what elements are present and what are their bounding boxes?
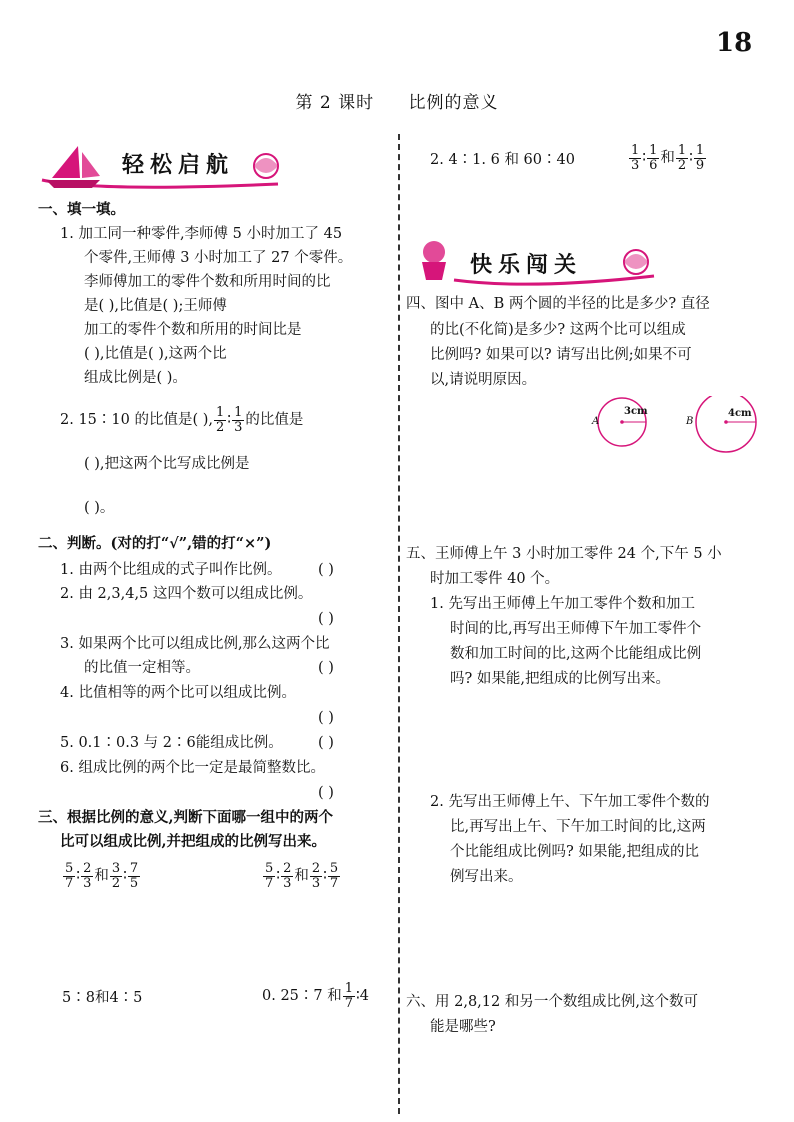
ratio-pair-2: $\frac{5}{7}$ ∶ $\frac{2}{3}$ 和 $\frac{2}{3}$ ∶ $\frac{5}{7}$	[265, 860, 339, 891]
answer-bracket: ( )	[318, 710, 334, 726]
s5-q2-line-4: 例写出来。	[450, 869, 523, 885]
fraction: $\frac{1}{3}$	[234, 404, 243, 435]
judge-item-2: 2. 由 2,3,4,5 这四个数可以组成比例。	[60, 586, 313, 602]
judge-item-5: 5. 0.1∶0.3 与 2∶6能组成比例。	[60, 735, 283, 751]
section6-line-1: 六、用 2,8,12 和另一个数组成比例,这个数可	[406, 994, 698, 1010]
q2-text-b: 的比值是	[245, 412, 304, 428]
judge-item-4: 4. 比值相等的两个比可以组成比例。	[60, 685, 296, 701]
banner-title-right: 快乐闯关	[470, 253, 583, 278]
q2-text-a: 2. 15∶10 的比值是( ),	[60, 412, 213, 428]
q1-line-1: 1. 加工同一种零件,李师傅 5 小时加工了 45	[60, 226, 343, 242]
page-number: 18	[716, 28, 753, 58]
s5-q2-line-3: 个比能组成比例吗? 如果能,把组成的比	[450, 844, 699, 860]
judge-item-3: 3. 如果两个比可以组成比例,那么这两个比	[60, 636, 330, 652]
lesson-title	[0, 88, 794, 113]
section1-heading: 一、填一填。	[38, 201, 125, 218]
answer-bracket: ( )	[318, 562, 334, 578]
s5-q2-line-1: 2. 先写出王师傅上午、下午加工零件个数的	[430, 794, 710, 810]
s5-q2-line-2: 比,再写出上午、下午加工时间的比,这两	[450, 819, 706, 835]
judge-item-1: 1. 由两个比组成的式子叫作比例。	[60, 562, 282, 578]
s5-q1-line-3: 数和加工时间的比,这两个比能组成比例	[450, 646, 702, 662]
banner-happy-pass	[410, 236, 660, 288]
section5-line-1: 五、王师傅上午 3 小时加工零件 24 个,下午 5 小	[406, 546, 722, 562]
circle-a-radius: 3cm	[624, 406, 648, 417]
ratio-pair-5: 2. 4∶1. 6 和 60∶40	[430, 152, 575, 168]
q1-line-4: 是( ),比值是( );王师傅	[84, 298, 227, 314]
ratio-pair-6: $\frac{1}{3}$ ∶ $\frac{1}{6}$ 和 $\frac{1}{2}$ ∶ $\frac{1}{9}$	[631, 142, 705, 173]
section4-line-4: 以,请说明原因。	[430, 372, 537, 388]
q1-line-6: ( ),比值是( ),这两个比	[84, 346, 227, 362]
section4-line-1: 四、图中 A、B 两个圆的半径的比是多少? 直径	[406, 296, 710, 312]
q1-line-7: 组成比例是( )。	[84, 370, 187, 386]
q1-line-2: 个零件,王师傅 3 小时加工了 27 个零件。	[84, 250, 353, 266]
answer-bracket: ( )	[318, 660, 334, 676]
judge-item-6: 6. 组成比例的两个比一定是最简整数比。	[60, 760, 325, 776]
ratio-pair-1: $\frac{5}{7}$ ∶ $\frac{2}{3}$ 和 $\frac{3}{2}$ ∶ $\frac{7}{5}$	[65, 860, 139, 891]
section3-heading-1: 三、根据比例的意义,判断下面哪一组中的两个	[38, 809, 334, 826]
answer-bracket: ( )	[318, 735, 334, 751]
s5-q1-line-2: 时间的比,再写出王师傅下午加工零件个	[450, 621, 702, 637]
banner-title-left: 轻松启航	[122, 153, 235, 178]
section2-heading: 二、判断。(对的打“√”,错的打“×”)	[38, 535, 272, 552]
judge-item-3-cont: 的比值一定相等。	[84, 660, 200, 676]
lesson-period: 第 2 课时	[295, 93, 375, 113]
section5-line-2: 时加工零件 40 个。	[430, 571, 560, 587]
circles-figure	[590, 396, 770, 456]
answer-bracket: ( )	[318, 611, 334, 627]
s5-q1-line-1: 1. 先写出王师傅上午加工零件个数和加工	[430, 596, 695, 612]
answer-bracket: ( )	[318, 785, 334, 801]
banner-light-start	[38, 140, 288, 192]
section4-line-3: 比例吗? 如果可以? 请写出比例;如果不可	[430, 347, 692, 363]
q1-line-5: 加工的零件个数和所用的时间比是	[84, 322, 302, 338]
circles-diagram	[590, 396, 770, 456]
section4-line-2: 的比(不化简)是多少? 这两个比可以组成	[430, 322, 686, 338]
circle-b-label: B	[686, 416, 694, 427]
section6-line-2: 能是哪些?	[430, 1019, 496, 1035]
q2-line-1: 2. 15∶10 的比值是( ), $\frac{1}{2}$ ∶ $\frac{1}{3}$ 的比值是	[60, 404, 304, 435]
fraction: $\frac{1}{2}$	[216, 404, 225, 435]
circle-a-label: A	[592, 416, 600, 427]
lesson-name: 比例的意义	[408, 93, 499, 113]
section3-heading-2: 比可以组成比例,并把组成的比例写出来。	[60, 833, 327, 850]
q2-line-2: ( ),把这两个比写成比例是	[84, 456, 250, 472]
ratio-pair-4: 0. 25∶7 和 $\frac{1}{7}$ ∶4	[262, 980, 370, 1011]
q1-line-3: 李师傅加工的零件个数和所用时间的比	[84, 274, 331, 290]
q2-line-3: ( )。	[84, 500, 115, 516]
ratio-pair-3: 5∶8和4∶5	[62, 990, 143, 1006]
s5-q1-line-4: 吗? 如果能,把组成的比例写出来。	[450, 671, 670, 687]
circle-b-radius: 4cm	[728, 408, 752, 419]
column-divider	[398, 134, 400, 1114]
